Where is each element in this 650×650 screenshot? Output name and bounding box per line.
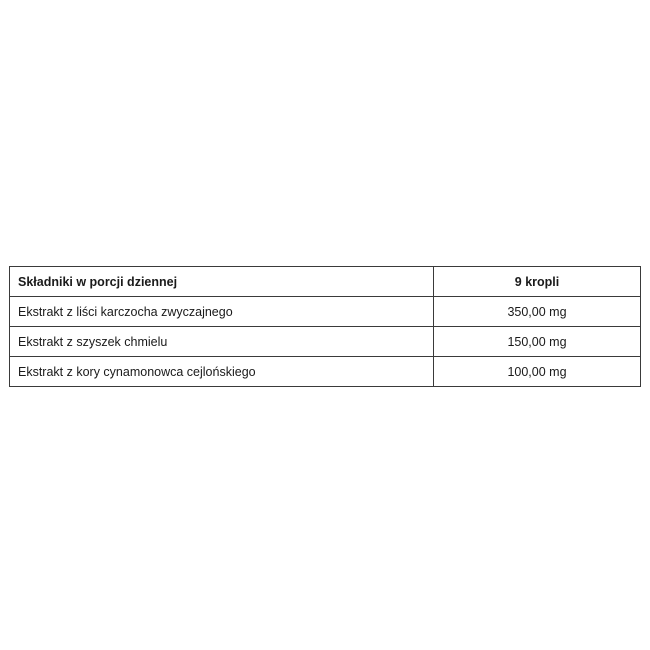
ingredient-name: Ekstrakt z liści karczocha zwyczajnego <box>10 297 434 327</box>
table-header <box>10 267 641 297</box>
table-header-row <box>10 267 641 297</box>
header-ingredient: Składniki w porcji dziennej <box>10 267 434 297</box>
table-body <box>10 297 641 387</box>
ingredient-name: Ekstrakt z szyszek chmielu <box>10 327 434 357</box>
table-row <box>10 357 641 387</box>
ingredient-dose: 100,00 mg <box>434 357 641 387</box>
ingredients-table <box>9 266 641 387</box>
table-row <box>10 327 641 357</box>
ingredient-dose: 150,00 mg <box>434 327 641 357</box>
ingredient-name: Ekstrakt z kory cynamonowca cejlońskiego <box>10 357 434 387</box>
table-row <box>10 297 641 327</box>
header-dose: 9 kropli <box>434 267 641 297</box>
ingredient-dose: 350,00 mg <box>434 297 641 327</box>
